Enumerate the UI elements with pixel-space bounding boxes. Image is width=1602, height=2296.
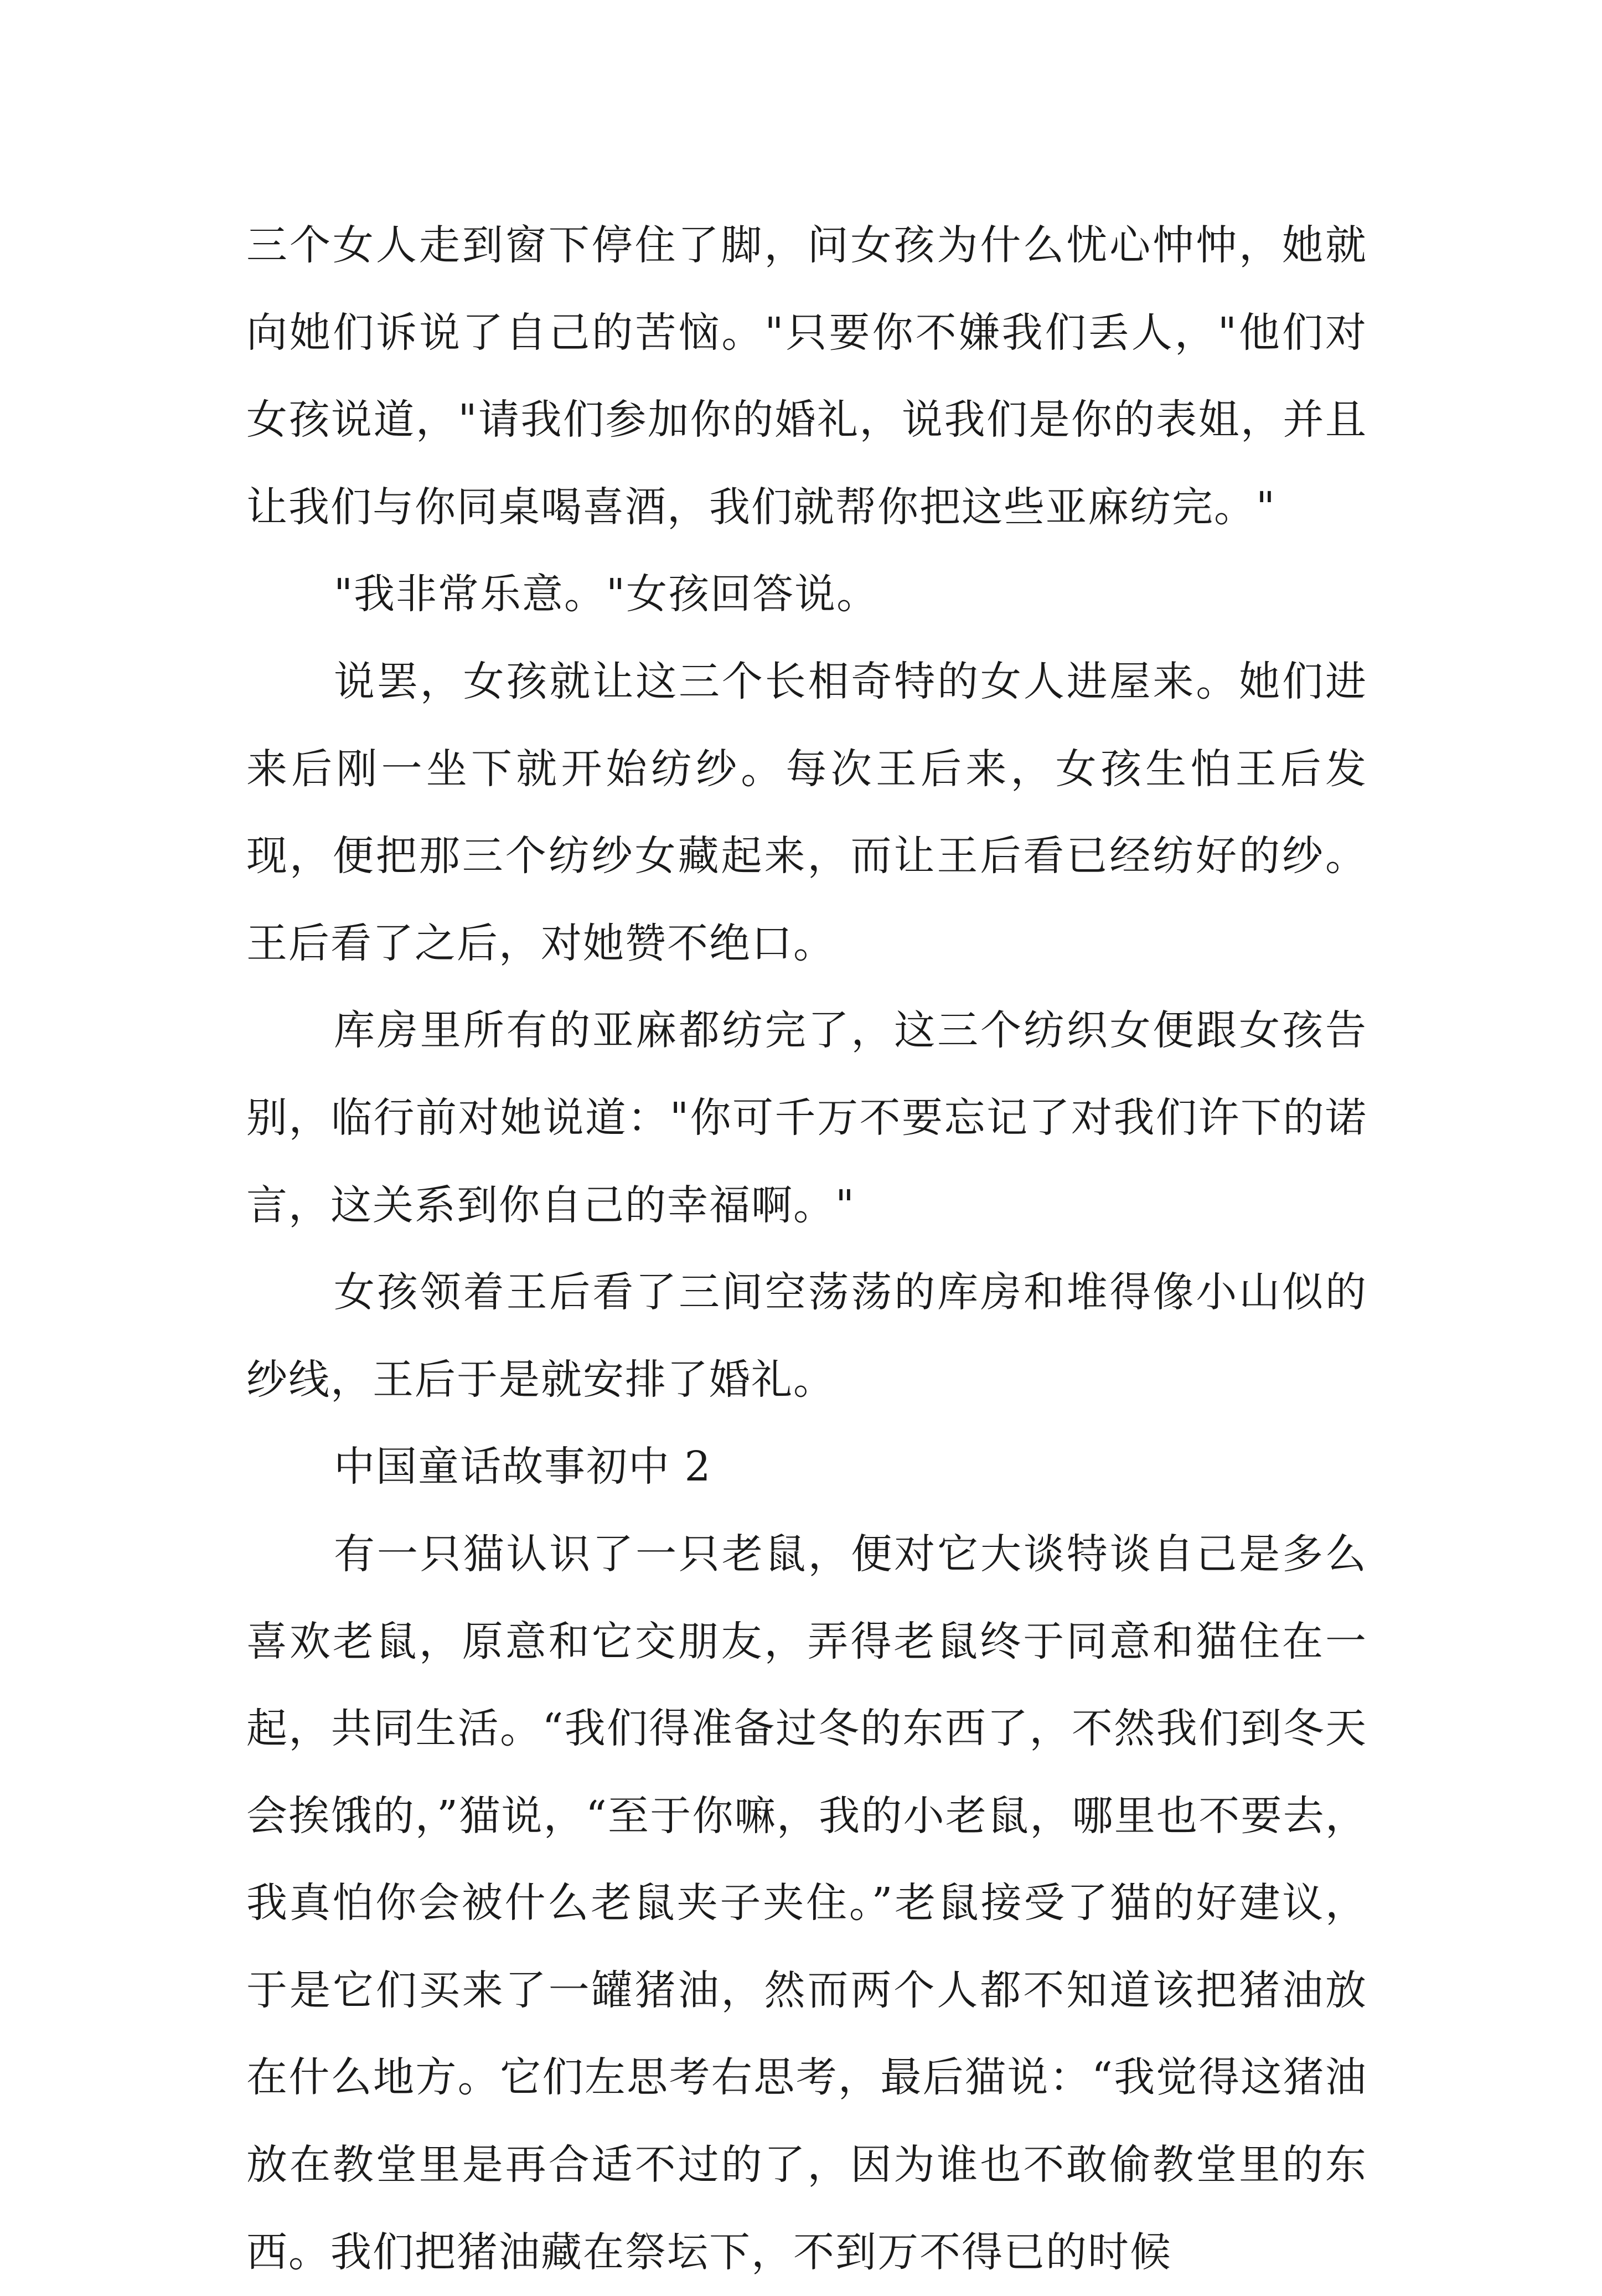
- section-heading: 中国童话故事初中 2: [334, 1443, 712, 1491]
- paragraph-1: 三个女人走到窗下停住了脚，问女孩为什么忧心忡忡，她就向她们诉说了自己的苦恼。"只要你不嫌我们丢人，"他们对女孩说道，"请我们参加你的婚礼，说我们是你的表姐，并且让我们与你同桌喝喜酒，我们就帮你把这些亚麻纺完。": [246, 221, 1367, 531]
- document-body: [246, 202, 1367, 2296]
- paragraph-3: 说罢，女孩就让这三个长相奇特的女人进屋来。她们进来后刚一坐下就开始纺纱。每次王后来，女孩生怕王后发现，便把那三个纺纱女藏起来，而让王后看已经纺好的纱。王后看了之后，对她赞不绝口。: [246, 657, 1367, 967]
- paragraph-2: "我非常乐意。"女孩回答说。: [334, 570, 879, 618]
- paragraph-6: 有一只猫认识了一只老鼠，便对它大谈特谈自己是多么喜欢老鼠，原意和它交朋友，弄得老鼠终于同意和猫住在一起，共同生活。“我们得准备过冬的东西了，不然我们到冬天会挨饿的，”猫说，“至于你嘛，我的小老鼠，哪里也不要去，我真怕你会被什么老鼠夹子夹住。”老鼠接受了猫的好建议，于是它们买来了一罐猪油，然而两个人都不知道该把猪油放在什么地方。它们左思考右思考，最后猫说：“我觉得这猪油放在教堂里是再合适不过的了，因为谁也不敢偷教堂里的东西。我们把猪油藏在祭坛下，不到万不得已的时候: [246, 1530, 1367, 2276]
- paragraph-4: 库房里所有的亚麻都纺完了，这三个纺织女便跟女孩告别，临行前对她说道："你可千万不要忘记了对我们许下的诺言，这关系到你自己的幸福啊。": [246, 1007, 1367, 1229]
- paragraph-5: 女孩领着王后看了三间空荡荡的库房和堆得像小山似的纱线，王后于是就安排了婚礼。: [246, 1268, 1367, 1404]
